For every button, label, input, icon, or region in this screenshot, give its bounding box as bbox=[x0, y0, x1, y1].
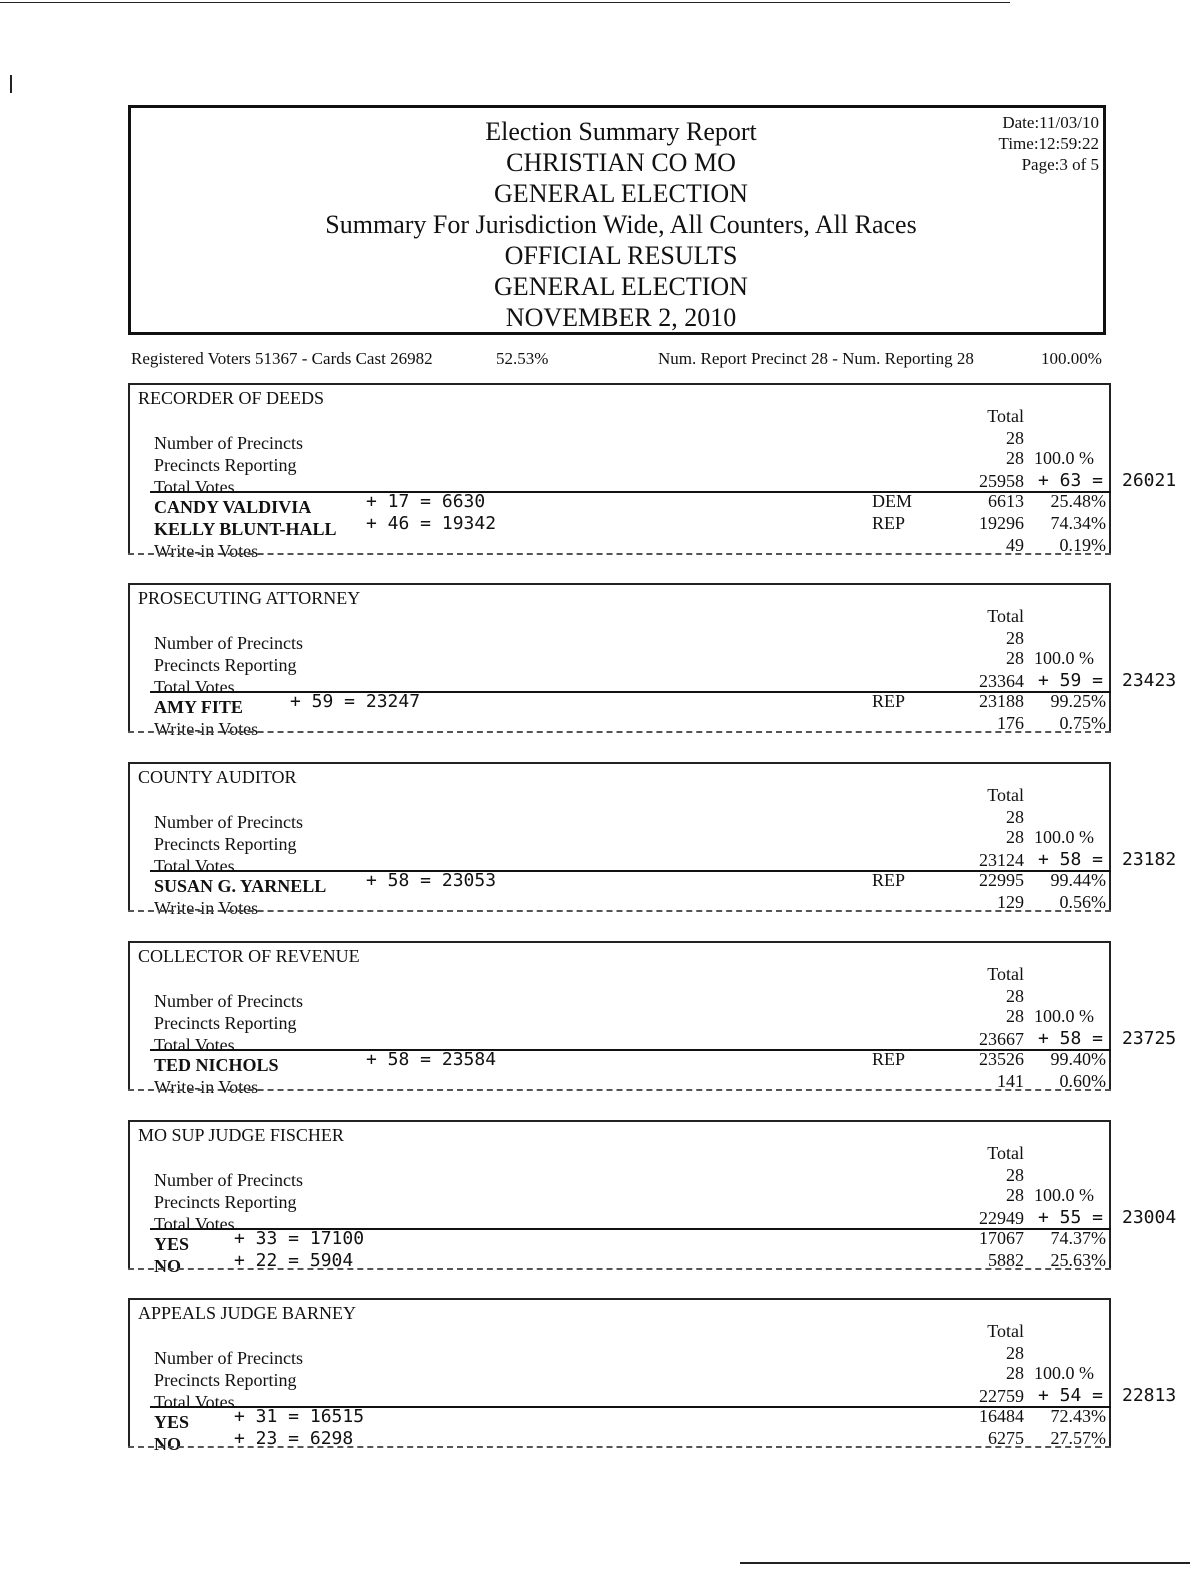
scan-bottom-border bbox=[740, 1562, 1190, 1564]
reporting-pct: 100.00% bbox=[1041, 349, 1102, 368]
num-precincts-value: 28 bbox=[1006, 807, 1024, 827]
total-votes-label: Total Votes bbox=[154, 856, 235, 876]
candidate-pct: 0.19% bbox=[1059, 535, 1106, 555]
cards-cast-pct: 52.53% bbox=[496, 349, 549, 368]
party-label: REP bbox=[872, 513, 906, 533]
race-bottom-rule bbox=[128, 1268, 1111, 1270]
total-votes-handwritten-result: 26021 bbox=[1122, 470, 1177, 491]
race-block bbox=[128, 762, 1177, 918]
race-title: RECORDER OF DEEDS bbox=[138, 388, 325, 408]
county-name: CHRISTIAN CO MO bbox=[506, 148, 736, 177]
candidate-votes: 19296 bbox=[979, 513, 1024, 533]
num-precincts-label: Number of Precincts bbox=[154, 991, 303, 1011]
num-precincts-value: 28 bbox=[1006, 1343, 1024, 1363]
party-label: DEM bbox=[872, 491, 912, 511]
handwritten-adjustment: + 58 = 23584 bbox=[366, 1049, 497, 1070]
num-precincts-value: 28 bbox=[1006, 1165, 1024, 1185]
candidate-votes: 5882 bbox=[988, 1250, 1024, 1270]
candidate-pct: 72.43% bbox=[1050, 1406, 1106, 1426]
precincts-reporting-pct: 100.0 % bbox=[1034, 648, 1094, 668]
candidate-votes: 6613 bbox=[988, 491, 1024, 511]
race-title: PROSECUTING ATTORNEY bbox=[138, 588, 361, 608]
candidate-votes: 129 bbox=[997, 892, 1024, 912]
registered-voters: Registered Voters 51367 - Cards Cast 26982 bbox=[131, 349, 433, 368]
scan-margin-mark bbox=[10, 75, 12, 93]
total-votes-value: 22949 bbox=[979, 1208, 1024, 1228]
party-label: REP bbox=[872, 870, 906, 890]
race-bottom-rule bbox=[128, 731, 1111, 733]
precincts-reporting-value: 28 bbox=[1006, 1006, 1024, 1026]
total-votes-handwritten-result: 23004 bbox=[1122, 1207, 1177, 1228]
candidate-votes: 23188 bbox=[979, 691, 1024, 711]
handwritten-adjustment: + 22 = 5904 bbox=[234, 1250, 354, 1271]
report-title: Election Summary Report bbox=[485, 117, 757, 146]
candidate-pct: 0.56% bbox=[1059, 892, 1106, 912]
race-block bbox=[128, 383, 1177, 561]
total-header: Total bbox=[987, 1143, 1024, 1163]
num-precincts-label: Number of Precincts bbox=[154, 633, 303, 653]
num-precincts-label: Number of Precincts bbox=[154, 1170, 303, 1190]
total-votes-handwritten-adj: + 58 = bbox=[1038, 849, 1104, 870]
candidate-name: Write-in Votes bbox=[154, 898, 259, 918]
candidate-votes: 22995 bbox=[979, 870, 1024, 890]
election-name: GENERAL ELECTION bbox=[494, 179, 748, 208]
total-header: Total bbox=[987, 1321, 1024, 1341]
race-block bbox=[128, 1120, 1177, 1276]
precincts-reporting-label: Precincts Reporting bbox=[154, 1370, 297, 1390]
candidate-pct: 99.25% bbox=[1050, 691, 1106, 711]
handwritten-adjustment: + 17 = 6630 bbox=[366, 491, 486, 512]
total-header: Total bbox=[987, 964, 1024, 984]
precincts-reporting-pct: 100.0 % bbox=[1034, 1006, 1094, 1026]
total-header: Total bbox=[987, 785, 1024, 805]
total-votes-handwritten-adj: + 54 = bbox=[1038, 1385, 1104, 1406]
total-votes-value: 23667 bbox=[979, 1029, 1024, 1049]
precincts-reporting-pct: 100.0 % bbox=[1034, 448, 1094, 468]
party-label: REP bbox=[872, 691, 906, 711]
race-bottom-rule bbox=[128, 1089, 1111, 1091]
report-header bbox=[128, 105, 1106, 335]
total-votes-value: 25958 bbox=[979, 471, 1024, 491]
total-votes-label: Total Votes bbox=[154, 477, 235, 497]
precincts-reporting-label: Precincts Reporting bbox=[154, 1192, 297, 1212]
candidate-votes: 23526 bbox=[979, 1049, 1024, 1069]
total-votes-handwritten-result: 22813 bbox=[1122, 1385, 1177, 1406]
race-title: COLLECTOR OF REVENUE bbox=[138, 946, 360, 966]
candidate-name: YES bbox=[154, 1234, 190, 1254]
candidate-name: YES bbox=[154, 1412, 190, 1432]
candidate-name: NO bbox=[154, 1434, 181, 1454]
candidate-pct: 0.75% bbox=[1059, 713, 1106, 733]
total-votes-label: Total Votes bbox=[154, 677, 235, 697]
precincts-reporting-label: Precincts Reporting bbox=[154, 455, 297, 475]
race-title: APPEALS JUDGE BARNEY bbox=[138, 1303, 357, 1323]
num-precincts-label: Number of Precincts bbox=[154, 433, 303, 453]
race-block bbox=[128, 941, 1177, 1097]
race-bottom-rule bbox=[128, 1446, 1111, 1448]
candidate-votes: 17067 bbox=[979, 1228, 1024, 1248]
candidate-votes: 16484 bbox=[979, 1406, 1024, 1426]
election-date: NOVEMBER 2, 2010 bbox=[505, 303, 737, 332]
precincts-reporting-pct: 100.0 % bbox=[1034, 1185, 1094, 1205]
num-precincts-value: 28 bbox=[1006, 986, 1024, 1006]
total-votes-label: Total Votes bbox=[154, 1035, 235, 1055]
handwritten-adjustment: + 23 = 6298 bbox=[234, 1428, 354, 1449]
candidate-pct: 74.34% bbox=[1050, 513, 1106, 533]
total-header: Total bbox=[987, 406, 1024, 426]
total-votes-handwritten-result: 23182 bbox=[1122, 849, 1177, 870]
election-name-repeat: GENERAL ELECTION bbox=[494, 272, 748, 301]
candidate-pct: 74.37% bbox=[1050, 1228, 1106, 1248]
candidate-name: CANDY VALDIVIA bbox=[154, 497, 312, 517]
race-block bbox=[128, 1298, 1177, 1454]
precincts-reporting-pct: 100.0 % bbox=[1034, 827, 1094, 847]
candidate-name: AMY FITE bbox=[154, 697, 243, 717]
total-votes-label: Total Votes bbox=[154, 1214, 235, 1234]
summary-scope: Summary For Jurisdiction Wide, All Counters, All Races bbox=[325, 210, 917, 239]
candidate-pct: 99.44% bbox=[1050, 870, 1106, 890]
total-votes-value: 23124 bbox=[979, 850, 1024, 870]
candidate-votes: 176 bbox=[997, 713, 1024, 733]
num-precincts-label: Number of Precincts bbox=[154, 1348, 303, 1368]
precincts-reporting-value: 28 bbox=[1006, 827, 1024, 847]
num-precincts-value: 28 bbox=[1006, 628, 1024, 648]
total-votes-handwritten-adj: + 63 = bbox=[1038, 470, 1104, 491]
num-precincts-value: 28 bbox=[1006, 428, 1024, 448]
page-number: Page:3 of 5 bbox=[1021, 155, 1099, 174]
precincts-reporting-label: Precincts Reporting bbox=[154, 655, 297, 675]
total-votes-handwritten-result: 23725 bbox=[1122, 1028, 1177, 1049]
precincts-reporting-pct: 100.0 % bbox=[1034, 1363, 1094, 1383]
scan-top-border bbox=[0, 2, 1010, 3]
candidate-pct: 25.48% bbox=[1050, 491, 1106, 511]
candidate-votes: 6275 bbox=[988, 1428, 1024, 1448]
candidate-pct: 27.57% bbox=[1050, 1428, 1106, 1448]
precincts-reporting-label: Precincts Reporting bbox=[154, 1013, 297, 1033]
total-votes-handwritten-adj: + 55 = bbox=[1038, 1207, 1104, 1228]
candidate-pct: 0.60% bbox=[1059, 1071, 1106, 1091]
handwritten-adjustment: + 58 = 23053 bbox=[366, 870, 497, 891]
total-votes-handwritten-adj: + 59 = bbox=[1038, 670, 1104, 691]
handwritten-adjustment: + 33 = 17100 bbox=[234, 1228, 365, 1249]
candidate-name: NO bbox=[154, 1256, 181, 1276]
num-precincts-label: Number of Precincts bbox=[154, 812, 303, 832]
total-votes-value: 22759 bbox=[979, 1386, 1024, 1406]
total-votes-handwritten-adj: + 58 = bbox=[1038, 1028, 1104, 1049]
handwritten-adjustment: + 31 = 16515 bbox=[234, 1406, 365, 1427]
total-votes-value: 23364 bbox=[979, 671, 1024, 691]
candidate-name: Write-in Votes bbox=[154, 541, 259, 561]
candidate-name: SUSAN G. YARNELL bbox=[154, 876, 327, 896]
candidate-votes: 49 bbox=[1006, 535, 1024, 555]
race-title: COUNTY AUDITOR bbox=[138, 767, 297, 787]
precincts-reporting-value: 28 bbox=[1006, 448, 1024, 468]
precincts-reporting-label: Precincts Reporting bbox=[154, 834, 297, 854]
candidate-name: Write-in Votes bbox=[154, 719, 259, 739]
candidate-pct: 25.63% bbox=[1050, 1250, 1106, 1270]
party-label: REP bbox=[872, 1049, 906, 1069]
report-time: Time:12:59:22 bbox=[998, 134, 1099, 153]
handwritten-adjustment: + 46 = 19342 bbox=[366, 513, 497, 534]
race-bottom-rule bbox=[128, 553, 1111, 555]
results-status: OFFICIAL RESULTS bbox=[504, 241, 738, 270]
candidate-name: Write-in Votes bbox=[154, 1077, 259, 1097]
precincts-reporting-value: 28 bbox=[1006, 648, 1024, 668]
total-votes-label: Total Votes bbox=[154, 1392, 235, 1412]
race-title: MO SUP JUDGE FISCHER bbox=[138, 1125, 344, 1145]
precinct-summary: Num. Report Precinct 28 - Num. Reporting 28 bbox=[658, 349, 974, 368]
total-header: Total bbox=[987, 606, 1024, 626]
candidate-name: KELLY BLUNT-HALL bbox=[154, 519, 337, 539]
candidate-name: TED NICHOLS bbox=[154, 1055, 279, 1075]
race-block bbox=[128, 583, 1177, 739]
report-date: Date:11/03/10 bbox=[1002, 113, 1099, 132]
precincts-reporting-value: 28 bbox=[1006, 1185, 1024, 1205]
total-votes-handwritten-result: 23423 bbox=[1122, 670, 1177, 691]
race-bottom-rule bbox=[128, 910, 1111, 912]
candidate-pct: 99.40% bbox=[1050, 1049, 1106, 1069]
precincts-reporting-value: 28 bbox=[1006, 1363, 1024, 1383]
handwritten-adjustment: + 59 = 23247 bbox=[290, 691, 421, 712]
candidate-votes: 141 bbox=[997, 1071, 1024, 1091]
